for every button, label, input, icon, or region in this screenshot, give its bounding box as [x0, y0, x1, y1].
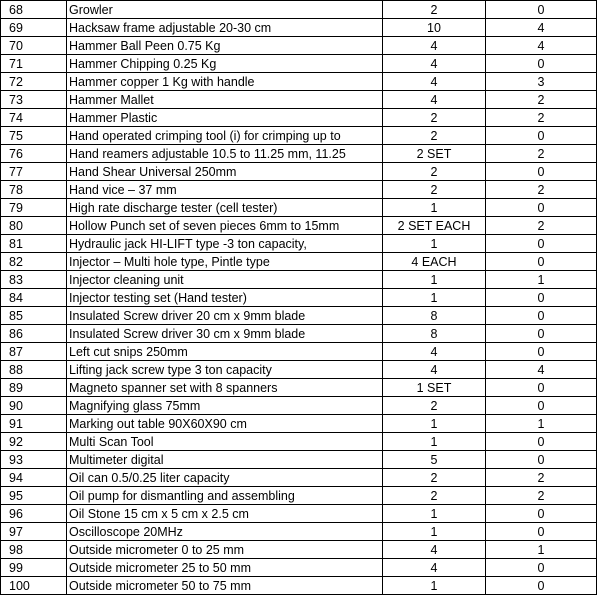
item-description-cell: Hand Shear Universal 250mm	[67, 163, 383, 181]
table-row	[1, 163, 597, 181]
required-quantity-cell: 1	[383, 505, 486, 523]
available-quantity-cell: 0	[486, 55, 597, 73]
table-row	[1, 451, 597, 469]
item-description-cell: Magnifying glass 75mm	[67, 397, 383, 415]
available-quantity-cell: 2	[486, 487, 597, 505]
available-quantity-cell: 0	[486, 1, 597, 19]
available-quantity-cell: 2	[486, 181, 597, 199]
required-quantity-cell: 1	[383, 415, 486, 433]
serial-number-cell: 68	[1, 1, 67, 19]
item-description-cell: Outside micrometer 50 to 75 mm	[67, 577, 383, 595]
table-row	[1, 307, 597, 325]
required-quantity-cell: 4	[383, 361, 486, 379]
serial-number-cell: 78	[1, 181, 67, 199]
required-quantity-cell: 8	[383, 307, 486, 325]
serial-number-cell: 75	[1, 127, 67, 145]
table-row	[1, 397, 597, 415]
item-description-cell: Growler	[67, 1, 383, 19]
serial-number-cell: 81	[1, 235, 67, 253]
required-quantity-cell: 1	[383, 235, 486, 253]
serial-number-cell: 86	[1, 325, 67, 343]
available-quantity-cell: 2	[486, 469, 597, 487]
available-quantity-cell: 0	[486, 163, 597, 181]
available-quantity-cell: 0	[486, 289, 597, 307]
item-description-cell: Left cut snips 250mm	[67, 343, 383, 361]
table-row	[1, 289, 597, 307]
available-quantity-cell: 0	[486, 199, 597, 217]
serial-number-cell: 79	[1, 199, 67, 217]
required-quantity-cell: 2	[383, 1, 486, 19]
item-description-cell: Hydraulic jack HI-LIFT type -3 ton capacity,	[67, 235, 383, 253]
serial-number-cell: 88	[1, 361, 67, 379]
available-quantity-cell: 3	[486, 73, 597, 91]
table-row	[1, 73, 597, 91]
required-quantity-cell: 2	[383, 127, 486, 145]
available-quantity-cell: 4	[486, 37, 597, 55]
table-row	[1, 325, 597, 343]
required-quantity-cell: 2	[383, 163, 486, 181]
serial-number-cell: 82	[1, 253, 67, 271]
table-row	[1, 145, 597, 163]
table-row	[1, 55, 597, 73]
table-row	[1, 37, 597, 55]
table-row	[1, 415, 597, 433]
serial-number-cell: 76	[1, 145, 67, 163]
available-quantity-cell: 1	[486, 415, 597, 433]
available-quantity-cell: 4	[486, 361, 597, 379]
required-quantity-cell: 2 SET EACH	[383, 217, 486, 235]
required-quantity-cell: 1	[383, 433, 486, 451]
required-quantity-cell: 1	[383, 271, 486, 289]
required-quantity-cell: 1	[383, 577, 486, 595]
available-quantity-cell: 0	[486, 325, 597, 343]
available-quantity-cell: 0	[486, 433, 597, 451]
available-quantity-cell: 2	[486, 145, 597, 163]
equipment-table-body	[1, 1, 597, 595]
available-quantity-cell: 4	[486, 19, 597, 37]
serial-number-cell: 85	[1, 307, 67, 325]
table-row	[1, 523, 597, 541]
available-quantity-cell: 0	[486, 397, 597, 415]
available-quantity-cell: 0	[486, 559, 597, 577]
table-row	[1, 361, 597, 379]
item-description-cell: Hacksaw frame adjustable 20-30 cm	[67, 19, 383, 37]
available-quantity-cell: 0	[486, 523, 597, 541]
required-quantity-cell: 4 EACH	[383, 253, 486, 271]
item-description-cell: Injector – Multi hole type, Pintle type	[67, 253, 383, 271]
item-description-cell: Outside micrometer 0 to 25 mm	[67, 541, 383, 559]
available-quantity-cell: 0	[486, 379, 597, 397]
available-quantity-cell: 2	[486, 217, 597, 235]
required-quantity-cell: 1 SET	[383, 379, 486, 397]
serial-number-cell: 89	[1, 379, 67, 397]
required-quantity-cell: 4	[383, 541, 486, 559]
serial-number-cell: 98	[1, 541, 67, 559]
available-quantity-cell: 0	[486, 307, 597, 325]
serial-number-cell: 74	[1, 109, 67, 127]
required-quantity-cell: 4	[383, 343, 486, 361]
item-description-cell: Oil Stone 15 cm x 5 cm x 2.5 cm	[67, 505, 383, 523]
item-description-cell: High rate discharge tester (cell tester)	[67, 199, 383, 217]
required-quantity-cell: 4	[383, 37, 486, 55]
table-row	[1, 253, 597, 271]
table-row	[1, 469, 597, 487]
table-row	[1, 235, 597, 253]
serial-number-cell: 92	[1, 433, 67, 451]
table-row	[1, 1, 597, 19]
required-quantity-cell: 2 SET	[383, 145, 486, 163]
table-row	[1, 343, 597, 361]
available-quantity-cell: 0	[486, 253, 597, 271]
item-description-cell: Insulated Screw driver 30 cm x 9mm blade	[67, 325, 383, 343]
serial-number-cell: 90	[1, 397, 67, 415]
serial-number-cell: 97	[1, 523, 67, 541]
item-description-cell: Multimeter digital	[67, 451, 383, 469]
available-quantity-cell: 0	[486, 505, 597, 523]
table-row	[1, 487, 597, 505]
available-quantity-cell: 0	[486, 577, 597, 595]
item-description-cell: Oil pump for dismantling and assembling	[67, 487, 383, 505]
item-description-cell: Insulated Screw driver 20 cm x 9mm blade	[67, 307, 383, 325]
required-quantity-cell: 8	[383, 325, 486, 343]
item-description-cell: Hammer Mallet	[67, 91, 383, 109]
serial-number-cell: 77	[1, 163, 67, 181]
serial-number-cell: 73	[1, 91, 67, 109]
required-quantity-cell: 1	[383, 289, 486, 307]
required-quantity-cell: 2	[383, 397, 486, 415]
item-description-cell: Hammer Ball Peen 0.75 Kg	[67, 37, 383, 55]
serial-number-cell: 95	[1, 487, 67, 505]
available-quantity-cell: 0	[486, 451, 597, 469]
serial-number-cell: 99	[1, 559, 67, 577]
item-description-cell: Outside micrometer 25 to 50 mm	[67, 559, 383, 577]
table-row	[1, 127, 597, 145]
table-row	[1, 217, 597, 235]
table-row	[1, 19, 597, 37]
item-description-cell: Hammer Chipping 0.25 Kg	[67, 55, 383, 73]
serial-number-cell: 100	[1, 577, 67, 595]
required-quantity-cell: 2	[383, 109, 486, 127]
table-row	[1, 199, 597, 217]
available-quantity-cell: 2	[486, 109, 597, 127]
serial-number-cell: 94	[1, 469, 67, 487]
serial-number-cell: 91	[1, 415, 67, 433]
item-description-cell: Hand vice – 37 mm	[67, 181, 383, 199]
table-row	[1, 541, 597, 559]
available-quantity-cell: 2	[486, 91, 597, 109]
available-quantity-cell: 1	[486, 271, 597, 289]
serial-number-cell: 93	[1, 451, 67, 469]
required-quantity-cell: 4	[383, 55, 486, 73]
item-description-cell: Oil can 0.5/0.25 liter capacity	[67, 469, 383, 487]
required-quantity-cell: 4	[383, 559, 486, 577]
table-row	[1, 379, 597, 397]
required-quantity-cell: 1	[383, 523, 486, 541]
available-quantity-cell: 0	[486, 235, 597, 253]
available-quantity-cell: 1	[486, 541, 597, 559]
available-quantity-cell: 0	[486, 127, 597, 145]
required-quantity-cell: 2	[383, 469, 486, 487]
serial-number-cell: 71	[1, 55, 67, 73]
table-row	[1, 271, 597, 289]
item-description-cell: Hammer Plastic	[67, 109, 383, 127]
serial-number-cell: 80	[1, 217, 67, 235]
table-row	[1, 91, 597, 109]
item-description-cell: Lifting jack screw type 3 ton capacity	[67, 361, 383, 379]
item-description-cell: Injector cleaning unit	[67, 271, 383, 289]
serial-number-cell: 84	[1, 289, 67, 307]
required-quantity-cell: 1	[383, 199, 486, 217]
item-description-cell: Hand operated crimping tool (i) for crimping up to	[67, 127, 383, 145]
required-quantity-cell: 2	[383, 181, 486, 199]
serial-number-cell: 96	[1, 505, 67, 523]
serial-number-cell: 83	[1, 271, 67, 289]
item-description-cell: Multi Scan Tool	[67, 433, 383, 451]
item-description-cell: Hand reamers adjustable 10.5 to 11.25 mm, 11.25	[67, 145, 383, 163]
required-quantity-cell: 4	[383, 91, 486, 109]
item-description-cell: Hammer copper 1 Kg with handle	[67, 73, 383, 91]
item-description-cell: Oscilloscope 20MHz	[67, 523, 383, 541]
required-quantity-cell: 2	[383, 487, 486, 505]
item-description-cell: Magneto spanner set with 8 spanners	[67, 379, 383, 397]
table-row	[1, 505, 597, 523]
table-row	[1, 109, 597, 127]
table-row	[1, 577, 597, 595]
table-row	[1, 559, 597, 577]
item-description-cell: Injector testing set (Hand tester)	[67, 289, 383, 307]
serial-number-cell: 69	[1, 19, 67, 37]
available-quantity-cell: 0	[486, 343, 597, 361]
serial-number-cell: 87	[1, 343, 67, 361]
item-description-cell: Hollow Punch set of seven pieces 6mm to 15mm	[67, 217, 383, 235]
required-quantity-cell: 5	[383, 451, 486, 469]
serial-number-cell: 70	[1, 37, 67, 55]
table-row	[1, 181, 597, 199]
serial-number-cell: 72	[1, 73, 67, 91]
item-description-cell: Marking out table 90X60X90 cm	[67, 415, 383, 433]
table-row	[1, 433, 597, 451]
required-quantity-cell: 4	[383, 73, 486, 91]
required-quantity-cell: 10	[383, 19, 486, 37]
